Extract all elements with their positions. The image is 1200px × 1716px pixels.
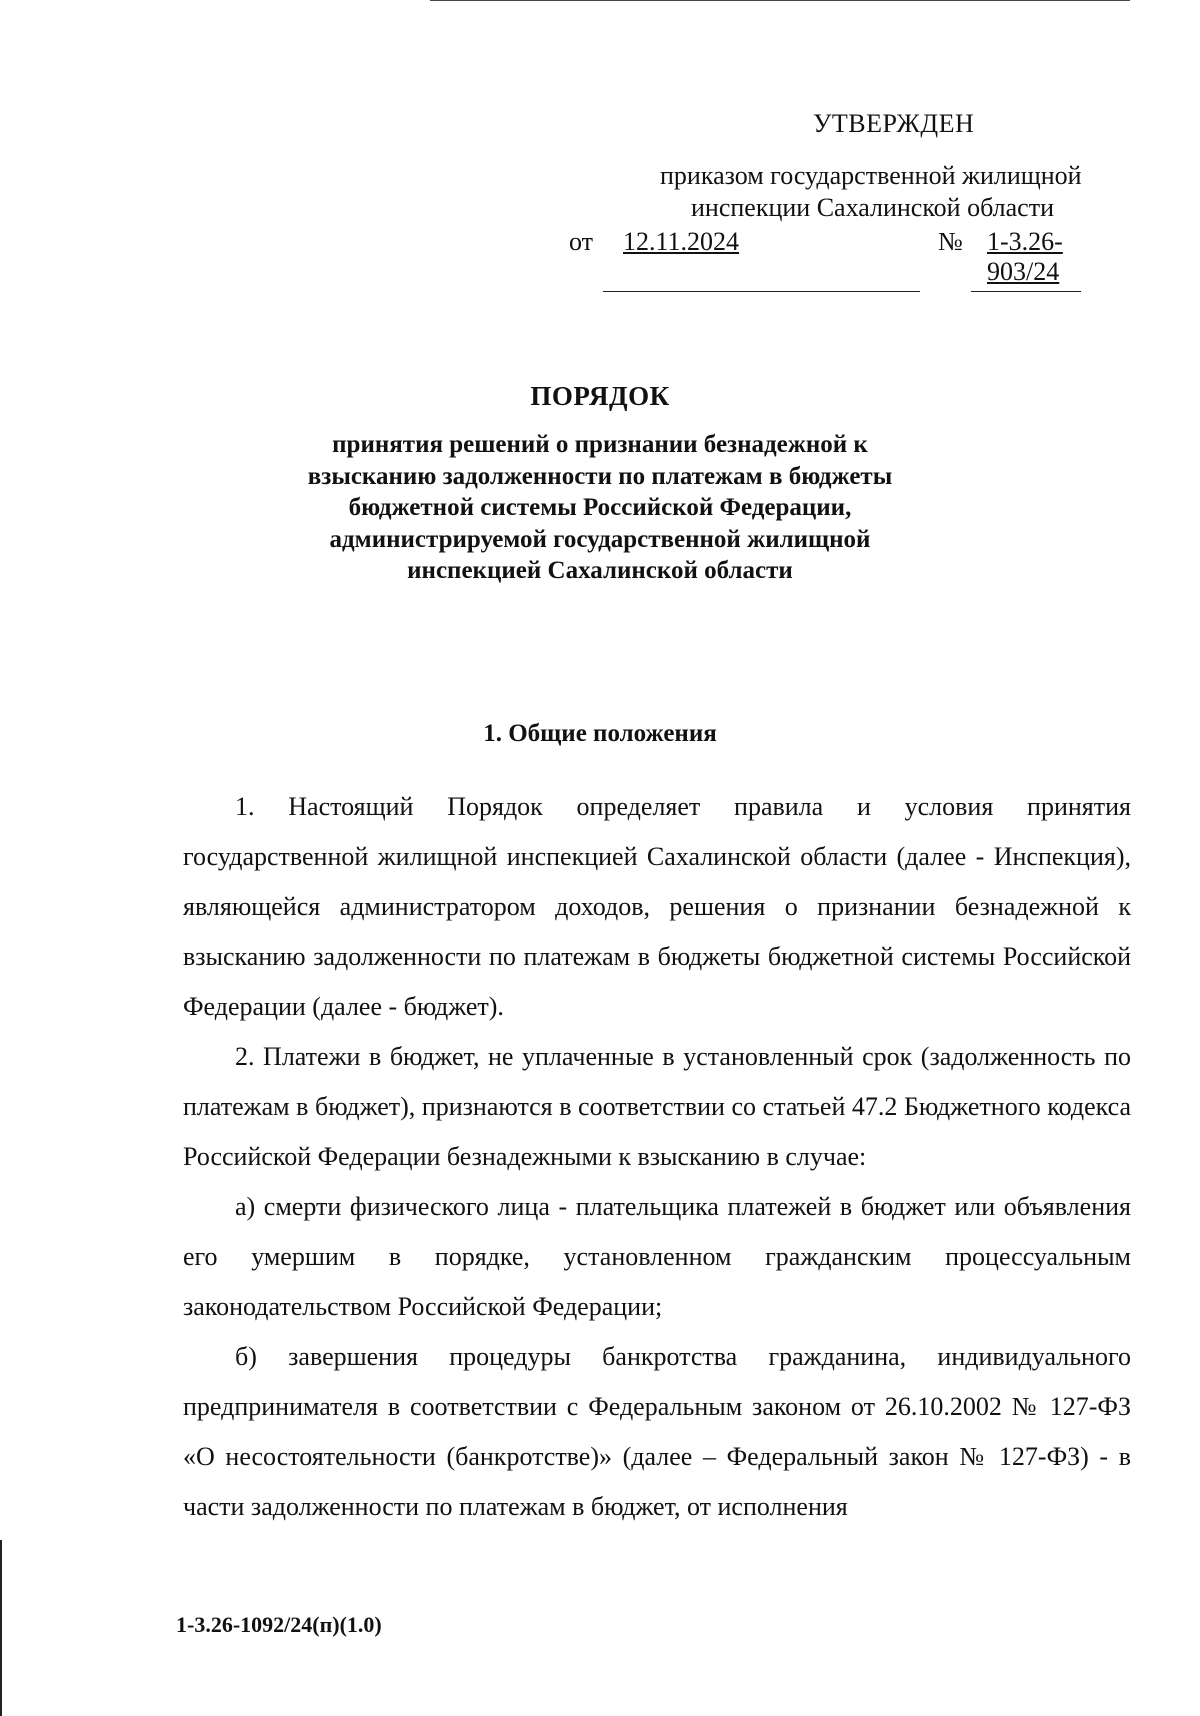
section-body	[183, 782, 1131, 1532]
document-code: 1-3.26-1092/24(п)(1.0)	[176, 1612, 382, 1637]
number-underline	[971, 291, 1081, 292]
date-underline	[603, 291, 920, 292]
paragraph-a: а) смерти физического лица - плательщика платежей в бюджет или объявления его умершим в порядке, установленном гражданским процессуальным законодательством Российской Федерации;	[183, 1192, 1131, 1321]
document-subtitle: принятия решений о признании безнадежной к взысканию задолженности по платежам в бюджеты бюджетной системы Российской Федерации, администрируемой государственной жилищной инспекцией Сахалинской области	[307, 431, 893, 584]
approval-order-line-2: инспекции Сахалинской области	[691, 193, 1054, 222]
paragraph-b: б) завершения процедуры банкротства гражданина, индивидуального предпринимателя в соответствии с Федеральным законом от 26.10.2002 № 127-ФЗ «О несостоятельности (банкротстве)» (далее – Федеральный закон № 127-ФЗ) - в части задолженности по платежам в бюджет, от исполнения	[183, 1342, 1131, 1521]
approval-date: 12.11.2024	[623, 227, 740, 256]
paragraph-2: 2. Платежи в бюджет, не уплаченные в установленный срок (задолженность по платежам в бюджет), признаются в соответствии со статьей 47.2 Бюджетного кодекса Российской Федерации безнадежными к взысканию в случае:	[183, 1042, 1131, 1171]
approved-heading: УТВЕРЖДЕН	[813, 109, 975, 138]
approval-order-line-1: приказом государственной жилищной	[660, 161, 1082, 190]
approval-number-part-1: 1-3.26-	[987, 227, 1063, 256]
scan-edge-line-left	[0, 1540, 2, 1716]
paragraph-1: 1. Настоящий Порядок определяет правила и условия принятия государственной жилищной инспекцией Сахалинской области (далее - Инспекция), являющейся администратором доходов, решения о признании безнадежной к взысканию задолженности по платежам в бюджеты бюджетной системы Российской Федерации (далее - бюджет).	[183, 792, 1131, 1021]
scan-edge-line	[430, 0, 1130, 1]
section-heading: 1. Общие положения	[483, 720, 717, 747]
document-title: ПОРЯДОК	[530, 381, 670, 411]
approval-date-prefix: от	[569, 227, 594, 256]
approval-number-part-2: 903/24	[987, 257, 1060, 286]
approval-number-sign: №	[938, 227, 963, 256]
